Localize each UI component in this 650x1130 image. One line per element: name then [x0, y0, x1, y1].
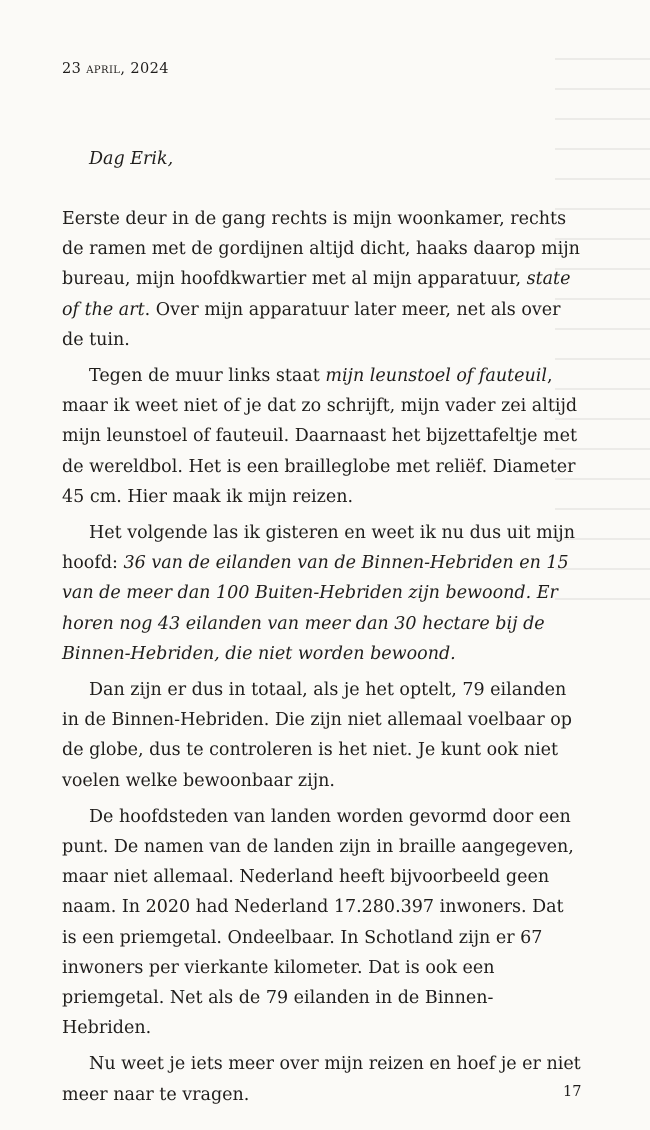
paragraph — [62, 518, 582, 669]
paragraph — [62, 204, 582, 355]
text-run: , maar ik weet niet of je dat zo schrijft, mijn vader zei altijd mijn leunstoel of fauteuil. Daarnaast het bijzettafeltje met de wereldbol. Het is een brailleglobe met reliëf. Diameter 45 cm. Hier maak ik mijn reizen. — [62, 366, 578, 507]
text-run: . Over mijn apparatuur later meer, net als over de tuin. — [62, 299, 561, 350]
italic-text: mijn leunstoel of fauteuil — [325, 366, 547, 387]
paragraph — [62, 1049, 582, 1109]
italic-text: state of the art — [62, 269, 571, 320]
text-run: De hoofdsteden van landen worden gevormd door een punt. De namen van de landen zijn in braille aangegeven, maar niet allemaal. Nederland heeft bijvoorbeeld geen naam. In 2020 had Nederland 17.280.397 inwoners. Dat is een priemgetal. Ondeelbaar. In Schotland zijn er 67 inwoners per vierkante kilometer. Dat is ook een priemgetal. Net als de 79 eilanden in de Binnen-Hebriden. — [62, 806, 574, 1039]
text-run: Het volgende las ik gisteren en weet ik nu dus uit mijn hoofd: — [62, 523, 575, 574]
letter-body — [62, 204, 582, 1116]
text-run: Nu weet je iets meer over mijn reizen en hoef je er niet meer naar te vragen. — [62, 1054, 581, 1105]
text-run: Eerste deur in de gang rechts is mijn woonkamer, rechts de ramen met de gordijnen altijd dicht, haaks daarop mijn bureau, mijn hoofdkwartier met al mijn apparatuur, — [62, 209, 580, 290]
text-run: Dan zijn er dus in totaal, als je het optelt, 79 eilanden in de Binnen-Hebriden. Die zijn niet allemaal voelbaar op de globe, dus te controleren is het niet. Je kunt ook niet voelen welke bewoonbaar zijn. — [62, 680, 572, 791]
italic-text: 36 van de eilanden van de Binnen-Hebriden en 15 van de meer dan 100 Buiten-Hebriden zijn bewoond. Er horen nog 43 eilanden van meer dan 30 hectare bij de Binnen-Hebriden, die niet worden bewoond. — [62, 553, 569, 664]
text-run: Tegen de muur links staat — [89, 366, 326, 387]
paragraph — [62, 675, 582, 796]
paragraph — [62, 802, 582, 1044]
paragraph — [62, 361, 582, 512]
letter-date: 23 april, 2024 — [62, 61, 169, 77]
letter-greeting: Dag Erik, — [89, 149, 174, 169]
page-number: 17 — [563, 1084, 582, 1100]
